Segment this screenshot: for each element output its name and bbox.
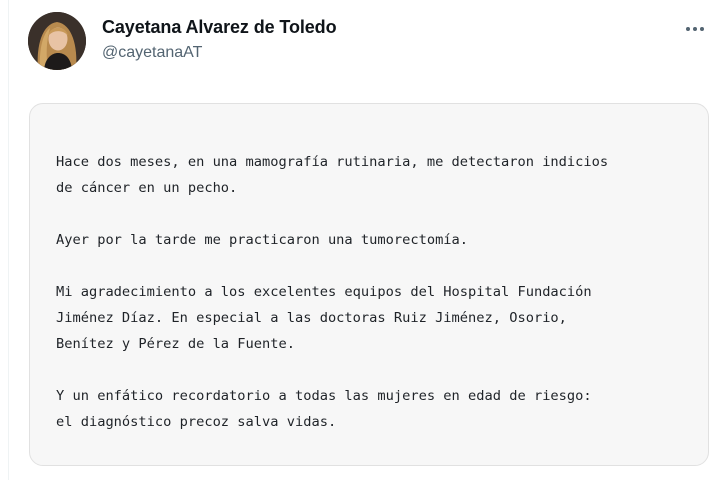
more-dots-icon <box>685 26 705 32</box>
statement-paragraph: Ayer por la tarde me practicaron una tumorectomía. <box>56 232 469 248</box>
author-name[interactable]: Cayetana Alvarez de Toledo <box>102 17 337 37</box>
avatar[interactable] <box>28 12 86 70</box>
tweet-header <box>28 12 712 72</box>
statement-paragraph: Mi agradecimiento a los excelentes equipos del Hospital Fundación Jiménez Díaz. En especial a las doctoras Ruiz Jiménez, Osorio, Benítez y Pérez de la Fuente. <box>56 284 592 352</box>
statement-paragraph: Hace dos meses, en una mamografía rutinaria, me detectaron indicios de cáncer en un pecho. <box>56 154 609 196</box>
author-handle[interactable]: @cayetanaAT <box>102 44 203 61</box>
statement-text <box>56 149 696 435</box>
statement-image-card[interactable] <box>29 103 709 466</box>
more-options-button[interactable] <box>678 14 712 44</box>
timeline-divider <box>8 0 9 480</box>
statement-paragraph: Y un enfático recordatorio a todas las mujeres en edad de riesgo: el diagnóstico precoz salva vidas. <box>56 388 592 430</box>
profile-photo-icon <box>28 12 86 70</box>
